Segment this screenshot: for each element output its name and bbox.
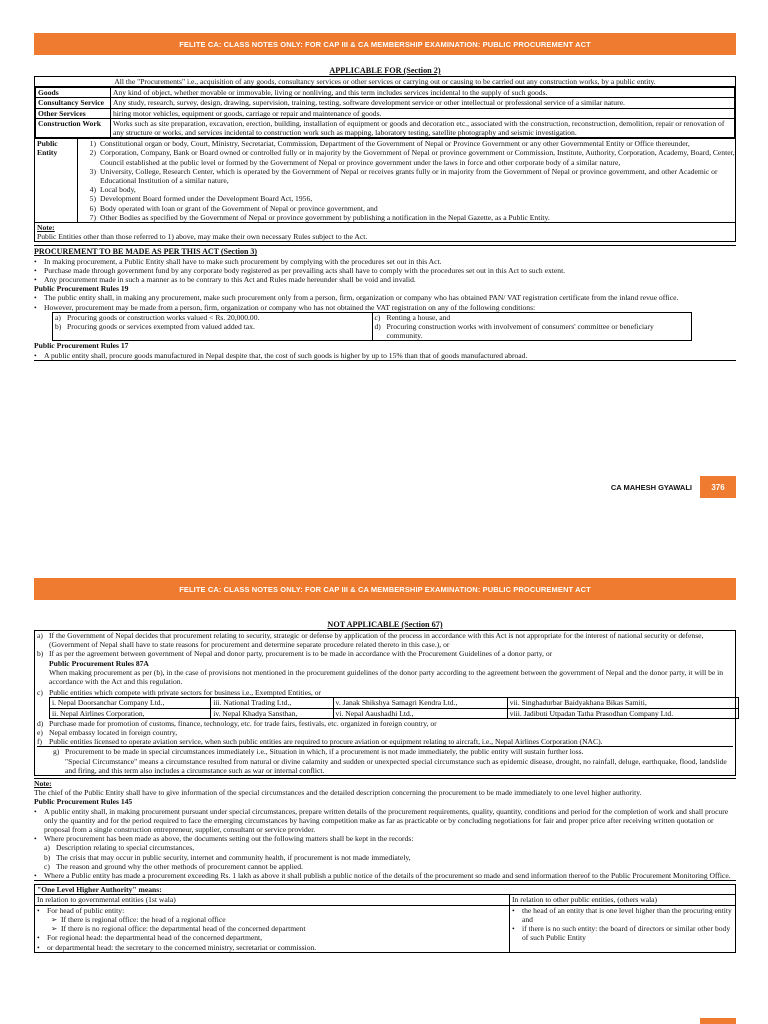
entity-cell: iii. National Trading Ltd., <box>211 698 333 708</box>
olha-left-head: In relation to governmental entities (1st wala) <box>35 895 510 905</box>
note-text: Public Entities other than those referred to 1) above, may make their own necessary Rules subject to the Act. <box>37 232 368 242</box>
entity-cell: ii. Nepal Airlines Corporation, <box>50 708 211 718</box>
rule87a-text: When making procurement as per (b), in the case of provisions not mentioned in the procurement guidelines of the donor party according to the agreement between the government of Nepal and the donor party, it will be in accordance with the Act and this regulation. <box>49 667 724 687</box>
page2-content <box>34 620 736 953</box>
note-section <box>35 222 735 241</box>
def-row <box>36 108 735 118</box>
entity-item: 3) University, College, Research Center, which is operated by the Government of Nepal or receives grants fully or in majority from the Government of Nepal or province government, and other Academic or Educational Institution of a similar nature, <box>89 166 718 186</box>
list-item: • In making procurement, a Public Entity shall have to make such procurement by complying with the procedures set out in this Act. <box>34 256 442 266</box>
entity-cell: v. Janak Shikshya Samagri Kendra Ltd., <box>333 698 507 708</box>
olha-right-cell: • the head of an entity that is one level higher than the procuring entity and • if there is no such entity: the board of directors or similar other body of such Public Entity <box>510 905 736 952</box>
list-item: • A public entity shall, procure goods manufactured in Nepal despite that, the cost of such goods is higher by up to 15% than that of goods manufactured abroad. <box>34 351 736 361</box>
condition-cell: a) Procuring goods or construction works valued < Rs. 20,000.00. b) Procuring goods or services exempted from valued added tax. <box>53 312 373 341</box>
def-row <box>36 88 735 98</box>
page-header-banner-2 <box>34 578 736 600</box>
page1-content <box>34 66 736 361</box>
def-term: Consultancy Service <box>36 98 111 108</box>
entity-item: 2) Corporation, Company, Bank or Board owned or controlled fully or in majority by the Government of Nepal or province government or Commission, Institute, Authority, Corporation, Academy, Board, Center, Council established at the public level or formed by the Government of Nepal or province government under the laws in force and other corporate body of a similar nature, <box>89 148 735 167</box>
rule17-title: Public Procurement Rules 17 <box>34 341 129 351</box>
exempted-entities-table <box>49 697 739 718</box>
rule145-title: Public Procurement Rules 145 <box>34 797 133 807</box>
list-item: • Any procurement made in such a manner as to be contrary to this Act and Rules made hereunder shall be void and invalid. <box>34 275 416 285</box>
definitions-table <box>35 87 735 138</box>
rule87a-title: Public Procurement Rules 87A <box>49 658 149 668</box>
public-entity-label: Public Entity <box>35 139 78 222</box>
header-text: FELITE CA: CLASS NOTES ONLY: FOR CAP III & CA MEMBERSHIP EXAMINATION: PUBLIC PROCUREMENT ACT <box>179 584 591 594</box>
footer-accent <box>700 1018 736 1024</box>
list-item: • However, procurement may be made from a person, firm, organization or company who has not obtained the VAT registration on any of the following conditions: <box>34 302 536 312</box>
note-label: Note: <box>34 779 52 789</box>
entity-cell: viii. Jadibuti Utpadan Tatha Prasodhan Company Ltd. <box>507 708 738 718</box>
rule19-title: Public Procurement Rules 19 <box>34 284 129 294</box>
special-circumstance-text: "Special Circumstance" means a circumstance resulted from natural or divine calamity and sudden or unexpected special circumstance such as epidemic disease, drought, no rainfall, deluge, earthquake, flood, landslide and firing, and this term also includes a circumstance such as war or internal conflict. <box>65 756 727 775</box>
list-item: b) If as per the agreement between government of Nepal and donor party, procurement is to be made in accordance with the Procurement Guidelines of a donor party, or <box>37 649 553 659</box>
records-list: a) Description relating to special circumstances, b) The crisis that may occur in public security, internet and community health, if procurement is not made immediately, c) The reason and ground why the other methods of procurement cannot be applied. <box>44 843 411 871</box>
note-section-2 <box>34 778 736 881</box>
applicable-intro: All the "Procurements" i.e., acquisition of any goods, consultancy services or other services or carrying out or causing to be carried out any construction works, by a public entity. <box>35 77 735 87</box>
public-entity-list <box>78 139 735 222</box>
condition-cell: c) Renting a house, and d) Procuring construction works with involvement of consumers' committee or beneficiary community. <box>372 312 692 341</box>
def-row <box>36 118 735 137</box>
list-item: d) Purchase made for promotion of customs, finance, technology, etc. for trade fairs, festivals, etc. organized in foreign country, or <box>37 718 437 728</box>
public-entity-section <box>35 138 735 222</box>
page-header-banner <box>34 33 736 55</box>
olha-left-cell: • For head of public entity: ➢ If there is regional office: the head of a regional office ➢ If there is no regional office: the departmental head of the concerned department • For regional head: the departmental head of the concerned department, • or departmental head: the secretary to the concerned ministry, secretariat or commission. <box>35 905 510 952</box>
not-applicable-box <box>34 630 736 776</box>
note-label: Note: <box>37 223 55 233</box>
page-footer <box>34 476 736 498</box>
entity-item: 1) Constitutional organ or body, Court, Ministry, Secretariat, Commission, Department of the Government of Nepal or Province Government or any other Governmental Entity or Office thereunder, <box>89 139 690 149</box>
def-desc: Works such as site preparation, excavation, erection, building, installation of equipment or goods and decoration etc., associated with the construction, reconstruction, demolition, repair or renovation of any structure or works, and services incidental to construction work such as mapping, laboratory testing, satellite photography and seismic investigation. <box>111 118 735 137</box>
header-text: FELITE CA: CLASS NOTES ONLY: FOR CAP III & CA MEMBERSHIP EXAMINATION: PUBLIC PROCUREMENT ACT <box>179 39 591 49</box>
applicable-box <box>34 76 736 242</box>
def-desc: hiring motor vehicles, equipment or goods, carriage or repair and maintenance of goods. <box>111 108 735 118</box>
list-item: e) Nepal embassy located in foreign country, <box>37 728 178 738</box>
entity-item: 4) Local body, <box>89 185 136 195</box>
entity-cell: vii. Singhadurbar Baidyakhana Bikas Samiti, <box>507 698 738 708</box>
item-g: g) Procurement to be made in special circumstances immediately i.e., Situation in which, if a procurement is not made immediately, the public entity will sustain further loss. "Special Circumstance" means a circumstance resulted from natural or divine calamity and sudden or unexpected special circumstance such as epidemic disease, drought, no rainfall, deluge, earthquake, flood, landslide and firing, and this term also includes a circumstance such as war or internal conflict. <box>37 747 733 775</box>
entity-cell: iv. Nepal Khadya Sansthan, <box>211 708 333 718</box>
list-item: f) Public entities licensed to operate aviation service, when such public entities are required to procure aviation or equipment relating to aircraft, i.e., Nepal Airlines Corporation (NAC). <box>37 737 733 747</box>
page-number: 376 <box>700 476 736 498</box>
conditions-table <box>52 312 692 342</box>
def-desc: Any study, research, survey, design, drawing, supervision, training, testing, software development service or other intellectual or professional service of a similar nature. <box>111 98 735 108</box>
note-text: The chief of the Public Entity shall have to give information of the special circumstances and the detailed description concerning the procurement to be made immediately to one level higher authority. <box>34 788 642 798</box>
author-name: CA MAHESH GYAWALI <box>610 482 692 492</box>
entity-item: 7) Other Bodies as specified by the Government of Nepal or province government by publishing a notification in the Nepal Gazette, as a Public Entity. <box>89 212 550 222</box>
list-item: • A public entity shall, in making procurement pursuant under special circumstances, prepare written details of the procurement requirements, quality, quantity, conditions and period for the completion of work and shall procure only the quantity and for the period required to face the emerging circumstances by having competition make as far as practicable or by concluding negotiations for fair and proper price after receiving written quotation or proposal from a single construction entrepreneur, supplier, consultant or service provider. <box>34 806 729 835</box>
entity-item: 6) Body operated with loan or grant of the Government of Nepal or province government, and <box>89 203 378 213</box>
list-item: • Where a Public entity has made a procurement exceeding Rs. 1 lakh as above it shall publish a public notice of the details of the procurement so made and send information thereof to the Public Procurement Monitoring Office. <box>34 871 736 881</box>
def-term: Construction Work <box>36 118 111 137</box>
list-item: a) If the Government of Nepal decides that procurement relating to security, strategic or defense by application of the process in accordance with this Act is not appropriate for the interest of national security or defense, (Government of Nepal shall have to state reasons for procurement and determine separate procedure related thereto in this case.), or <box>37 631 704 650</box>
olha-table <box>34 884 736 952</box>
list-item: • Where procurement has been made as above, the documents setting out the following matters shall be kept in the records: <box>34 834 414 844</box>
procurement-title: PROCUREMENT TO BE MADE AS PER THIS ACT (Section 3) <box>34 247 258 257</box>
olha-right-head: In relation to other public entities, (others wala) <box>510 895 736 905</box>
def-term: Other Services <box>36 108 111 118</box>
applicable-title: APPLICABLE FOR (Section 2) <box>329 66 441 75</box>
def-term: Goods <box>36 88 111 98</box>
not-applicable-title: NOT APPLICABLE (Section 67) <box>327 620 443 629</box>
def-row <box>36 98 735 108</box>
entity-cell: i. Nepal Doorsanchar Company Ltd., <box>50 698 211 708</box>
list-item: • The public entity shall, in making any procurement, make such procurement only from a person, firm, organization or company who has obtained PAN/ VAT registration certificate from the inland revue office. <box>34 293 679 303</box>
def-desc: Any kind of object, whether movable or immovable, living or nonliving, and this term includes services incidental to the supply of such goods. <box>111 88 735 98</box>
entity-item: 5) Development Board formed under the Development Board Act, 1956, <box>89 194 313 204</box>
list-item: c) Public entities which compete with private sectors for business i.e., Exempted Entities, or <box>37 688 322 698</box>
olha-title: "One Level Higher Authority" means: <box>35 885 736 895</box>
procurement-section <box>34 245 736 360</box>
list-item: • Purchase made through government fund by any corporate body registered as per prevailing acts shall have to comply with the procedures set out in this Act to such extent. <box>34 265 566 275</box>
entity-cell: vi. Nepal Aaushadhi Ltd., <box>333 708 507 718</box>
